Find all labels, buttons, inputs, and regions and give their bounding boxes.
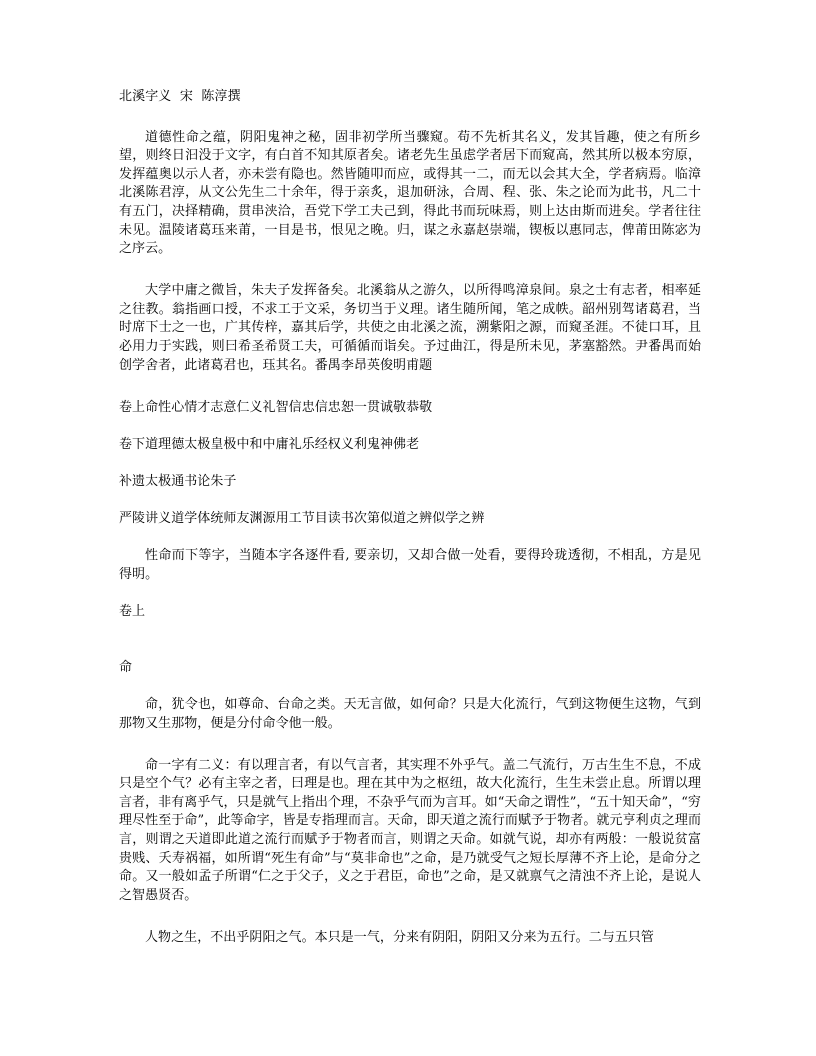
volume-heading-upper: 卷上 — [119, 603, 146, 619]
toc-volume-lower: 卷下道理德太极皇极中和中庸礼乐经权义利鬼神佛老 — [119, 436, 420, 452]
spacer — [119, 640, 701, 659]
page-content — [119, 88, 701, 966]
ming-paragraph-1: 命，犹令也，如尊命、台命之类。天无言做，如何命？只是大化流行，气到这物便生这物，气到那物又生那物，便是分付命令他一般。 — [119, 696, 701, 731]
document-title: 北溪字义 宋 陈淳撰 — [119, 89, 241, 104]
toc-addendum: 补遗太极通书论朱子 — [119, 473, 237, 489]
preface-paragraph-2: 大学中庸之微旨，朱夫子发挥备矣。北溪翁从之游久，以所得鸣漳泉间。泉之士有志者，相率延之往教。翁指画口授，不求工于文采，务切当于义理。诸生随所闻，笔之成帙。韶州别驾诸葛君，当时席下士之一也，广其传梓，嘉其后学，共使之由北溪之流，溯紫阳之源，而窥圣涯。不徒口耳，且必用力于实践，则曰希圣希贤工夫，可循循而诣矣。予过曲江，得是所未见，茅塞豁然。尹番禺而始创学舍者，此诸葛君也，珏其名。番禺李昂英俊明甫题 — [119, 283, 701, 373]
toc-volume-upper: 卷上命性心情才志意仁义礼智信忠信忠恕一贯诚敬恭敬 — [119, 399, 433, 415]
reading-note-paragraph: 性命而下等字，当随本字各逐件看, 要亲切，又却合做一处看，要得玲珑透彻，不相乱，方是见得明。 — [119, 548, 701, 582]
ming-paragraph-2: 命一字有二义：有以理言者，有以气言者，其实理不外乎气。盖二气流行，万古生生不息，不成只是空个气？必有主宰之者，曰理是也。理在其中为之枢纽，故大化流行，生生未尝止息。所谓以理言者，非有离乎气，只是就气上指出个理，不杂乎气而为言耳。如“天命之谓性”，“五十知天命”，“穷理尽性至于命”，此等命字，皆是专指理而言。天命，即天道之流行而赋予于物者。就元亨利贞之理而言，则谓之天道即此道之流行而赋予于物者而言，则谓之天命。如就气说，却亦有两般：一般说贫富贵贱、夭寿祸福，如所谓“死生有命”与“莫非命也”之命，是乃就受气之短长厚薄不齐上论，是命分之命。又一般如孟子所谓“仁之于父子，义之于君臣，命也”之命，是又就禀气之清浊不齐上论，是说人之智愚贤否。 — [119, 757, 701, 903]
preface-paragraph-1: 道德性命之蕴，阴阳鬼神之秘，固非初学所当骤窥。苟不先析其名义，发其旨趣，使之有所乡望，则终日汩没于文字，有白首不知其原者矣。诸老先生虽虑学者居下而窥高，然其所以极本穷原，发挥蕴奥以示人者，亦未尝有隐也。然皆随叩而应，或得其一二，而无以会其大全，学者病焉。临漳北溪陈君淳，从文公先生二十余年，得于亲炙，退加研泳，合周、程、张、朱之论而为此书，凡二十有五门，决择精确，贯串浃洽，吾党下学工夫己到，得此书而玩味焉，则上达由斯而进矣。学者往往未见。温陵诸葛珏来莆，一目是书，恨见之晚。归，谋之永嘉赵崇端，锲板以惠同志，俾莆田陈宓为之序云。 — [119, 129, 701, 257]
ming-paragraph-3: 人物之生，不出乎阴阳之气。本只是一气，分来有阴阳，阴阳又分来为五行。二与五只管 — [145, 929, 654, 945]
entry-heading-ming: 命 — [119, 659, 133, 675]
toc-yanling-lecture: 严陵讲义道学体统师友渊源用工节目读书次第似道之辨似学之辨 — [119, 511, 485, 526]
